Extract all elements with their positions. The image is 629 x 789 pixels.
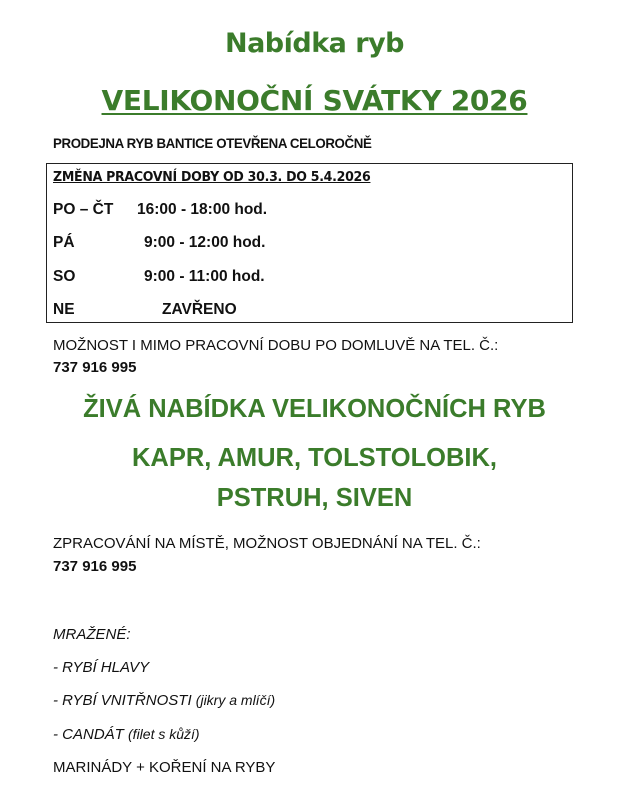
live-offer-heading: ŽIVÁ NABÍDKA VELIKONOČNÍCH RYB — [83, 395, 546, 423]
hours-time: 9:00 - 11:00 hod. — [144, 268, 265, 285]
hours-time: 9:00 - 12:00 hod. — [144, 234, 266, 251]
hours-day: SO — [53, 268, 76, 285]
footer-text: MARINÁDY + KOŘENÍ NA RYBY — [53, 759, 276, 776]
frozen-item — [53, 726, 200, 743]
hours-day: NE — [53, 301, 75, 318]
hours-row-mon-thu — [53, 201, 553, 221]
page-subtitle — [0, 84, 629, 117]
frozen-item-label: - RYBÍ HLAVY — [53, 659, 150, 676]
hours-row-sun — [53, 301, 553, 321]
after-hours-contact-text: MOŽNOST I MIMO PRACOVNÍ DOBU PO DOMLUVĚ NA TEL. Č.: — [53, 337, 499, 354]
frozen-item-note: (jikry a mlíčí) — [195, 692, 276, 708]
frozen-heading: MRAŽENÉ: — [53, 626, 131, 643]
frozen-item — [53, 692, 275, 709]
hours-row-sat — [53, 268, 553, 288]
frozen-item-label: - CANDÁT — [53, 726, 124, 743]
frozen-item-note: (filet s kůží) — [128, 726, 200, 742]
hours-time: 16:00 - 18:00 hod. — [137, 201, 268, 218]
live-offer-fish-line-2: PSTRUH, SIVEN — [216, 484, 413, 512]
frozen-item — [53, 659, 149, 676]
hours-day: PÁ — [53, 234, 75, 251]
hours-heading: ZMĚNA PRACOVNÍ DOBY OD 30.3. DO 5.4.2026 — [53, 169, 371, 185]
hours-row-fri — [53, 234, 553, 254]
shop-open-note: PRODEJNA RYB BANTICE OTEVŘENA CELOROČNĚ — [53, 135, 372, 151]
page-title: Nabídka ryb — [224, 28, 405, 59]
after-hours-phone: 737 916 995 — [53, 359, 137, 376]
hours-day: PO – ČT — [53, 201, 114, 218]
frozen-item-label: - RYBÍ VNITŘNOSTI — [53, 692, 192, 709]
subtitle-text: VELIKONOČNÍ SVÁTKY 2026 — [101, 84, 528, 117]
processing-phone: 737 916 995 — [53, 558, 137, 575]
live-offer-fish-line-1: KAPR, AMUR, TOLSTOLOBIK, — [131, 444, 498, 472]
processing-text: ZPRACOVÁNÍ NA MÍSTĚ, MOŽNOST OBJEDNÁNÍ NA TEL. Č.: — [53, 535, 481, 552]
hours-time: ZAVŘENO — [162, 301, 237, 318]
